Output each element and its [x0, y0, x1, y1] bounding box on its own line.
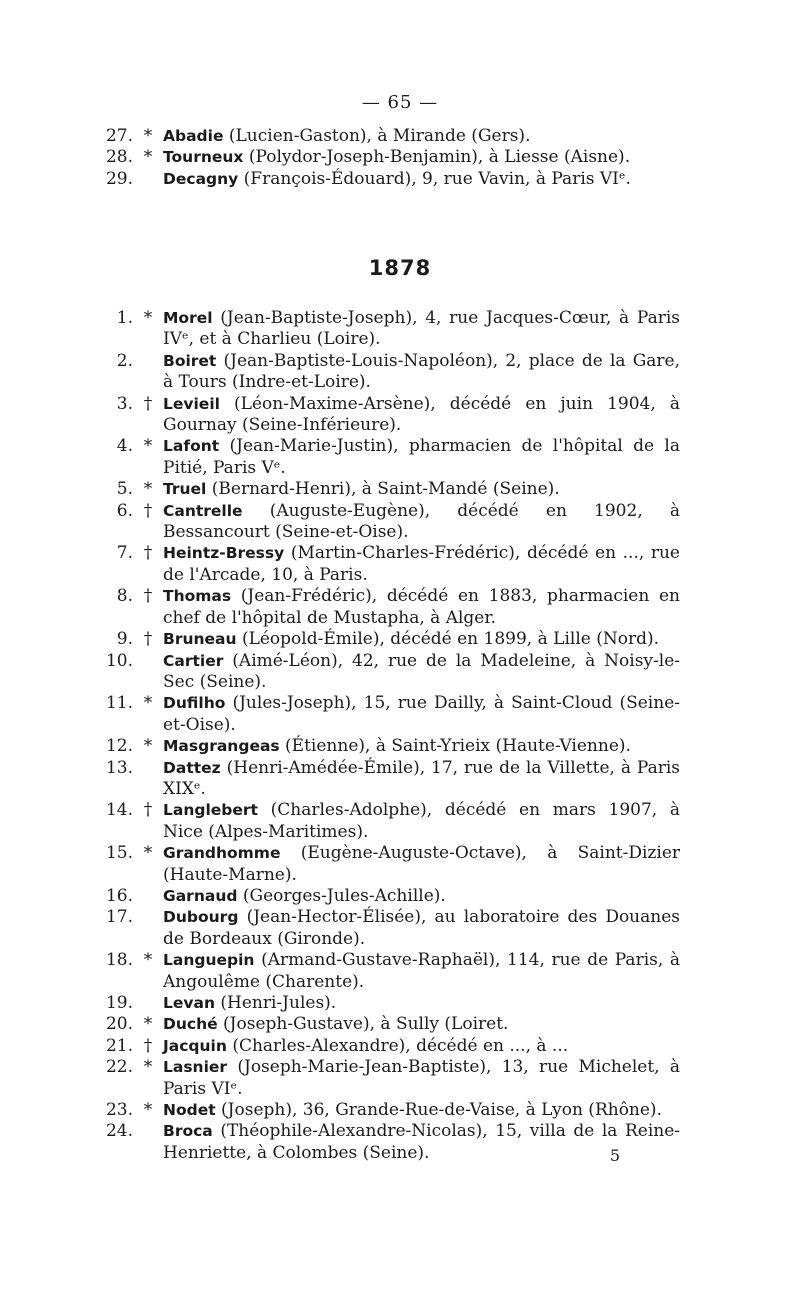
entry-number: 24.	[105, 1121, 133, 1142]
entry-number: 16.	[105, 885, 133, 906]
entry-mark: *	[143, 147, 153, 168]
entry-name: Languepin	[163, 951, 255, 970]
list-item	[0, 501, 800, 544]
entry-number: 14.	[105, 800, 133, 821]
entry-number: 11.	[105, 693, 133, 714]
entry-number: 6.	[116, 500, 133, 521]
entry-name: Levan	[163, 994, 215, 1012]
entry-number: 19.	[105, 993, 133, 1013]
entry-mark: †	[143, 500, 153, 521]
entry-number: 9.	[116, 629, 133, 650]
entry-name: Dubourg	[163, 908, 239, 927]
entry-number: 22.	[105, 1057, 133, 1078]
list-item	[0, 436, 800, 479]
entry-details: (Jean-Baptiste-Louis-Napoléon), 2, place de la Gare, à Tours (Indre-et-Loire).	[163, 350, 681, 393]
entry-mark: *	[143, 843, 153, 864]
entry-number: 15.	[105, 843, 133, 864]
list-item	[0, 800, 800, 843]
entry-details: (Martin-Charles-Frédéric), décédé en ..., rue de l'Arcade, 10, à Paris.	[163, 543, 680, 585]
list-item	[0, 907, 800, 950]
entry-number: 20.	[105, 1014, 133, 1035]
entry-number: 2.	[116, 350, 133, 371]
entry-number: 21.	[105, 1035, 133, 1056]
entry-list-1878	[0, 308, 800, 1164]
entry-number: 27.	[105, 126, 133, 146]
entry-name: Jacquin	[163, 1036, 227, 1055]
entry-number: 8.	[116, 586, 133, 607]
entry-name: Lafont	[163, 437, 220, 456]
entry-details: (Aimé-Léon), 42, rue de la Madeleine, à Noisy-le-Sec (Seine).	[163, 650, 681, 692]
list-item	[0, 950, 800, 993]
list-item	[0, 147, 800, 168]
entry-name: Duché	[163, 1015, 218, 1034]
list-item	[0, 843, 800, 886]
list-item	[0, 886, 800, 907]
entry-mark: *	[143, 1057, 153, 1078]
entry-details: (Georges-Jules-Achille).	[242, 885, 446, 906]
entry-details: (Lucien-Gaston), à Mirande (Gers).	[228, 126, 531, 146]
entry-details: (Étienne), à Saint-Yrieix (Haute-Vienne).	[285, 736, 631, 757]
entry-mark: †	[143, 586, 153, 607]
entry-mark: *	[143, 308, 153, 328]
section-year-heading: 1878	[368, 256, 432, 280]
list-item	[0, 126, 800, 147]
entry-details: (Joseph-Marie-Jean-Baptiste), 13, rue Michelet, à Paris VIᵉ.	[163, 1057, 681, 1099]
entry-name: Langlebert	[163, 801, 258, 820]
list-item	[0, 308, 800, 351]
entry-details: (Eugène-Auguste-Octave), à Saint-Dizier (Haute-Marne).	[163, 843, 681, 885]
entry-mark: †	[143, 800, 153, 821]
entry-name: Garnaud	[163, 886, 238, 905]
entry-details: (Armand-Gustave-Raphaël), 114, rue de Paris, à Angoulême (Charente).	[163, 950, 680, 992]
entry-mark: *	[143, 1014, 153, 1035]
entry-mark: †	[143, 629, 153, 650]
entry-number: 4.	[116, 436, 133, 457]
entry-details: (Charles-Alexandre), décédé en ..., à ...	[232, 1035, 569, 1056]
entry-mark: *	[143, 436, 153, 457]
entry-name: Thomas	[163, 587, 232, 606]
list-item	[0, 394, 800, 437]
entry-details: (Jean-Frédéric), décédé en 1883, pharmacien en chef de l'hôpital de Mustapha, à Alger.	[163, 586, 681, 628]
entry-mark: †	[143, 543, 153, 564]
entry-mark: †	[143, 393, 153, 414]
entry-name: Lasnier	[163, 1058, 228, 1077]
entry-name: Decagny	[163, 169, 239, 188]
list-item	[0, 1036, 800, 1057]
entry-mark: *	[143, 126, 153, 146]
entry-number: 23.	[105, 1100, 133, 1121]
list-item	[0, 479, 800, 500]
entry-details: (Jean-Hector-Élisée), au laboratoire des Douanes de Bordeaux (Gironde).	[163, 907, 680, 949]
list-item	[0, 629, 800, 650]
entry-name: Cantrelle	[163, 501, 243, 520]
list-item	[0, 543, 800, 586]
entry-name: Nodet	[163, 1101, 216, 1120]
entry-mark: *	[143, 950, 153, 971]
entry-name: Dufilho	[163, 694, 226, 713]
entry-name: Grandhomme	[163, 844, 281, 863]
entry-details: (Léopold-Émile), décédé en 1899, à Lille (Nord).	[241, 629, 660, 650]
entry-details: (Jean-Baptiste-Joseph), 4, rue Jacques-Cœur, à Paris IVᵉ, et à Charlieu (Loire).	[163, 308, 681, 350]
list-item	[0, 1100, 800, 1121]
entry-details: (Jules-Joseph), 15, rue Dailly, à Saint-Cloud (Seine-et-Oise).	[163, 693, 680, 735]
entry-number: 3.	[116, 393, 133, 414]
list-item	[0, 993, 800, 1014]
entry-name: Cartier	[163, 651, 224, 670]
list-item	[0, 169, 800, 190]
entry-name: Morel	[163, 309, 213, 327]
entry-number: 18.	[105, 950, 133, 971]
entry-number: 28.	[105, 147, 133, 168]
entry-name: Levieil	[163, 394, 220, 413]
entry-details: (Polydor-Joseph-Benjamin), à Liesse (Aisne).	[248, 147, 631, 168]
entry-number: 7.	[116, 543, 133, 564]
entry-details: (François-Édouard), 9, rue Vavin, à Paris VIᵉ.	[243, 168, 631, 189]
entry-number: 10.	[105, 650, 133, 671]
list-item	[0, 693, 800, 736]
entry-details: (Henri-Amédée-Émile), 17, rue de la Villette, à Paris XIXᵉ.	[163, 757, 681, 799]
entry-details: (Henri-Jules).	[220, 993, 337, 1013]
entry-details: (Léon-Maxime-Arsène), décédé en juin 1904, à Gournay (Seine-Inférieure).	[163, 393, 680, 436]
entry-name: Tourneux	[163, 148, 244, 167]
entry-details: (Joseph-Gustave), à Sully (Loiret.	[223, 1014, 509, 1035]
entry-details: (Théophile-Alexandre-Nicolas), 15, villa de la Reine-Henriette, à Colombes (Seine).	[163, 1121, 681, 1163]
entry-number: 13.	[105, 757, 133, 778]
entry-details: (Jean-Marie-Justin), pharmacien de l'hôpital de la Pitié, Paris Vᵉ.	[163, 436, 681, 478]
entry-mark: *	[143, 479, 153, 500]
entry-details: (Joseph), 36, Grande-Rue-de-Vaise, à Lyon (Rhône).	[221, 1100, 662, 1121]
entry-details: (Auguste-Eugène), décédé en 1902, à Bessancourt (Seine-et-Oise).	[163, 500, 680, 543]
entry-name: Bruneau	[163, 630, 237, 649]
entry-mark: †	[143, 1035, 153, 1056]
entry-name: Heintz-Bressy	[163, 544, 285, 563]
entry-number: 17.	[105, 907, 133, 928]
entry-details: (Charles-Adolphe), décédé en mars 1907, à Nice (Alpes-Maritimes).	[163, 800, 680, 842]
entry-name: Masgrangeas	[163, 737, 280, 756]
entry-mark: *	[143, 1100, 153, 1121]
entry-name: Truel	[163, 480, 207, 499]
list-item	[0, 651, 800, 694]
entry-mark: *	[143, 693, 153, 714]
list-item	[0, 586, 800, 629]
list-item	[0, 1121, 800, 1164]
signature-mark: 5	[609, 1146, 620, 1165]
entry-list-previous-year	[0, 126, 800, 190]
entry-name: Dattez	[163, 758, 221, 777]
entry-name: Boiret	[163, 351, 217, 370]
entry-mark: *	[143, 736, 153, 757]
entry-name: Broca	[163, 1122, 213, 1141]
list-item	[0, 1057, 800, 1100]
entry-details: (Bernard-Henri), à Saint-Mandé (Seine).	[211, 479, 560, 500]
list-item	[0, 351, 800, 394]
entry-number: 5.	[116, 479, 133, 500]
list-item	[0, 736, 800, 757]
list-item	[0, 1014, 800, 1035]
entry-number: 12.	[105, 736, 133, 757]
entry-number: 1.	[116, 308, 133, 328]
page-number: — 65 —	[361, 92, 439, 113]
entry-name: Abadie	[163, 127, 224, 145]
list-item	[0, 758, 800, 801]
entry-number: 29.	[105, 168, 133, 189]
